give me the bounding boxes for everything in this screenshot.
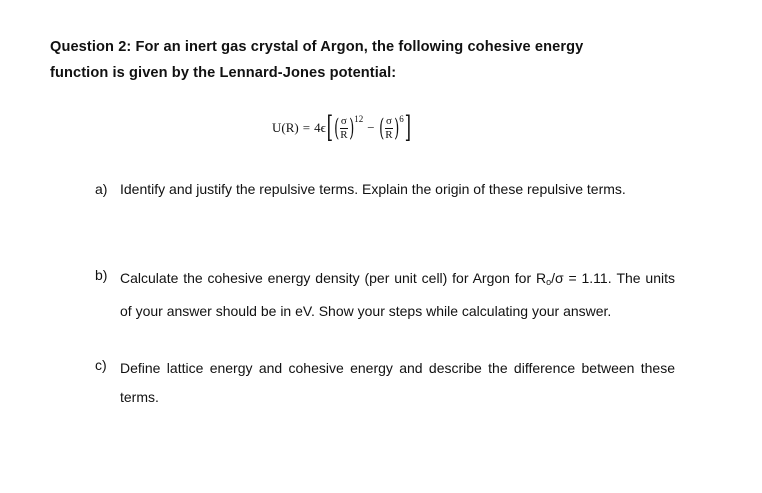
part-b-label: b) [95,267,108,283]
part-a-label: a) [95,181,108,197]
formula-exponent-2: 6 [399,114,404,124]
formula-lhs: U(R) [272,120,299,135]
question-title-line-1: Question 2: For an inert gas crystal of Argon, the following cohesive energy [50,39,584,55]
formula-right-paren-1: ) [348,114,355,142]
formula-left-paren-1: ( [333,114,339,142]
part-c-text: Define lattice energy and cohesive energy and describe the difference between these terms. [120,360,675,405]
formula-fraction-1 [340,116,348,141]
formula-right-bracket: ] [404,110,411,145]
fraction-2-numerator: σ [385,114,392,127]
fraction-2-denominator: R [385,128,393,141]
formula-coefficient: 4ϵ [314,120,326,135]
lennard-jones-formula [272,108,411,148]
part-b-text-end: /σ = 1.11. The units of your answer should be in eV. Show your steps while calculating your answer. [120,270,676,319]
fraction-1-denominator: R [340,128,348,141]
formula-minus: − [367,120,375,135]
formula-left-bracket: [ [326,110,333,145]
question-title [50,34,730,86]
formula-fraction-2 [385,116,393,141]
part-b-text [120,264,675,326]
part-c-label: c) [95,357,107,373]
part-b-subscript: o [546,277,552,287]
formula-right-paren-2: ) [394,114,400,142]
fraction-1-numerator: σ [340,114,347,127]
formula-exponent-1: 12 [354,114,364,124]
part-b-text-start: Calculate the cohesive energy density (per unit cell) for Argon for R [120,270,547,286]
formula-left-paren-2: ( [378,114,384,142]
part-a-text: Identify and justify the repulsive terms. Explain the origin of these repulsive terms. [120,181,626,197]
question-title-line-2: function is given by the Lennard-Jones potential: [50,65,397,81]
formula-equals: = [302,120,311,135]
